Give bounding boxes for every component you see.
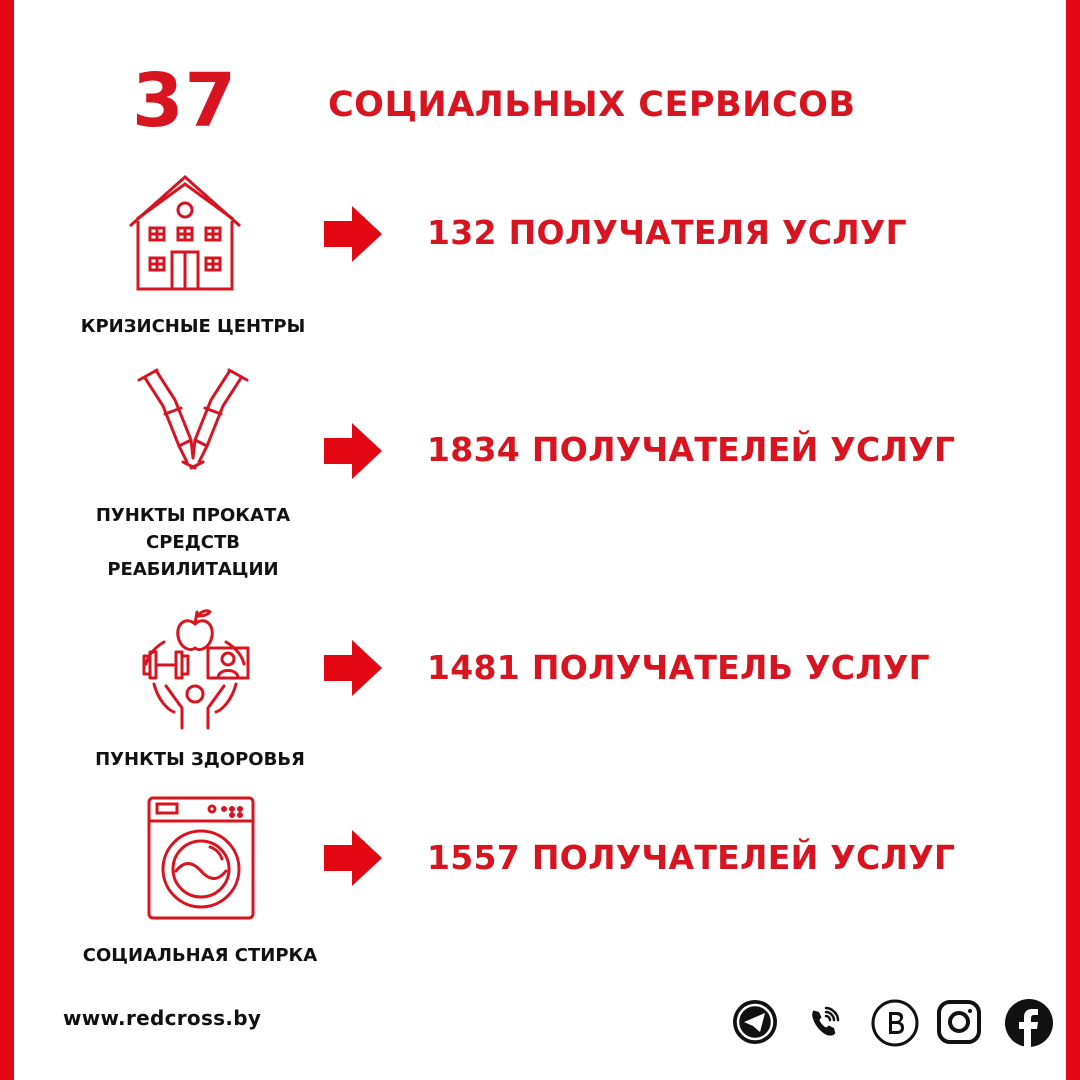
services-title: СОЦИАЛЬНЫХ СЕРВИСОВ — [328, 85, 856, 125]
instagram-icon[interactable] — [935, 998, 983, 1046]
services-count: 37 — [132, 58, 237, 144]
house-icon — [126, 174, 244, 292]
caption-crisis-centers: КРИЗИСНЫЕ ЦЕНТРЫ — [80, 316, 306, 337]
stat-rehab-rental: 1834 ПОЛУЧАТЕЛЕЙ УСЛУГ — [427, 430, 956, 469]
vk-icon[interactable] — [870, 998, 920, 1048]
stat-social-laundry: 1557 ПОЛУЧАТЕЛЕЙ УСЛУГ — [427, 838, 956, 877]
crutches-icon — [135, 362, 251, 474]
facebook-icon[interactable] — [1004, 998, 1054, 1048]
stat-crisis-centers: 132 ПОЛУЧАТЕЛЯ УСЛУГ — [427, 213, 908, 252]
caption-rehab-line-2: СРЕДСТВ — [146, 532, 240, 553]
caption-rehab-rental — [33, 502, 353, 583]
arrow-right-icon — [324, 830, 382, 886]
viber-icon[interactable] — [804, 998, 848, 1046]
caption-rehab-line-1: ПУНКТЫ ПРОКАТА — [95, 505, 291, 526]
left-accent-bar — [0, 0, 14, 1080]
right-accent-bar — [1066, 0, 1080, 1080]
website-link[interactable]: www.redcross.by — [63, 1006, 262, 1030]
stat-health-points: 1481 ПОЛУЧАТЕЛЬ УСЛУГ — [427, 648, 931, 687]
arrow-right-icon — [324, 423, 382, 479]
caption-social-laundry: СОЦИАЛЬНАЯ СТИРКА — [82, 945, 318, 966]
telegram-icon[interactable] — [731, 998, 779, 1046]
arrow-right-icon — [324, 640, 382, 696]
caption-rehab-line-3: РЕАБИЛИТАЦИИ — [107, 559, 279, 580]
health-icon — [138, 604, 252, 730]
caption-health-points: ПУНКТЫ ЗДОРОВЬЯ — [95, 749, 305, 770]
arrow-right-icon — [324, 206, 382, 262]
washing-machine-icon — [146, 795, 256, 921]
